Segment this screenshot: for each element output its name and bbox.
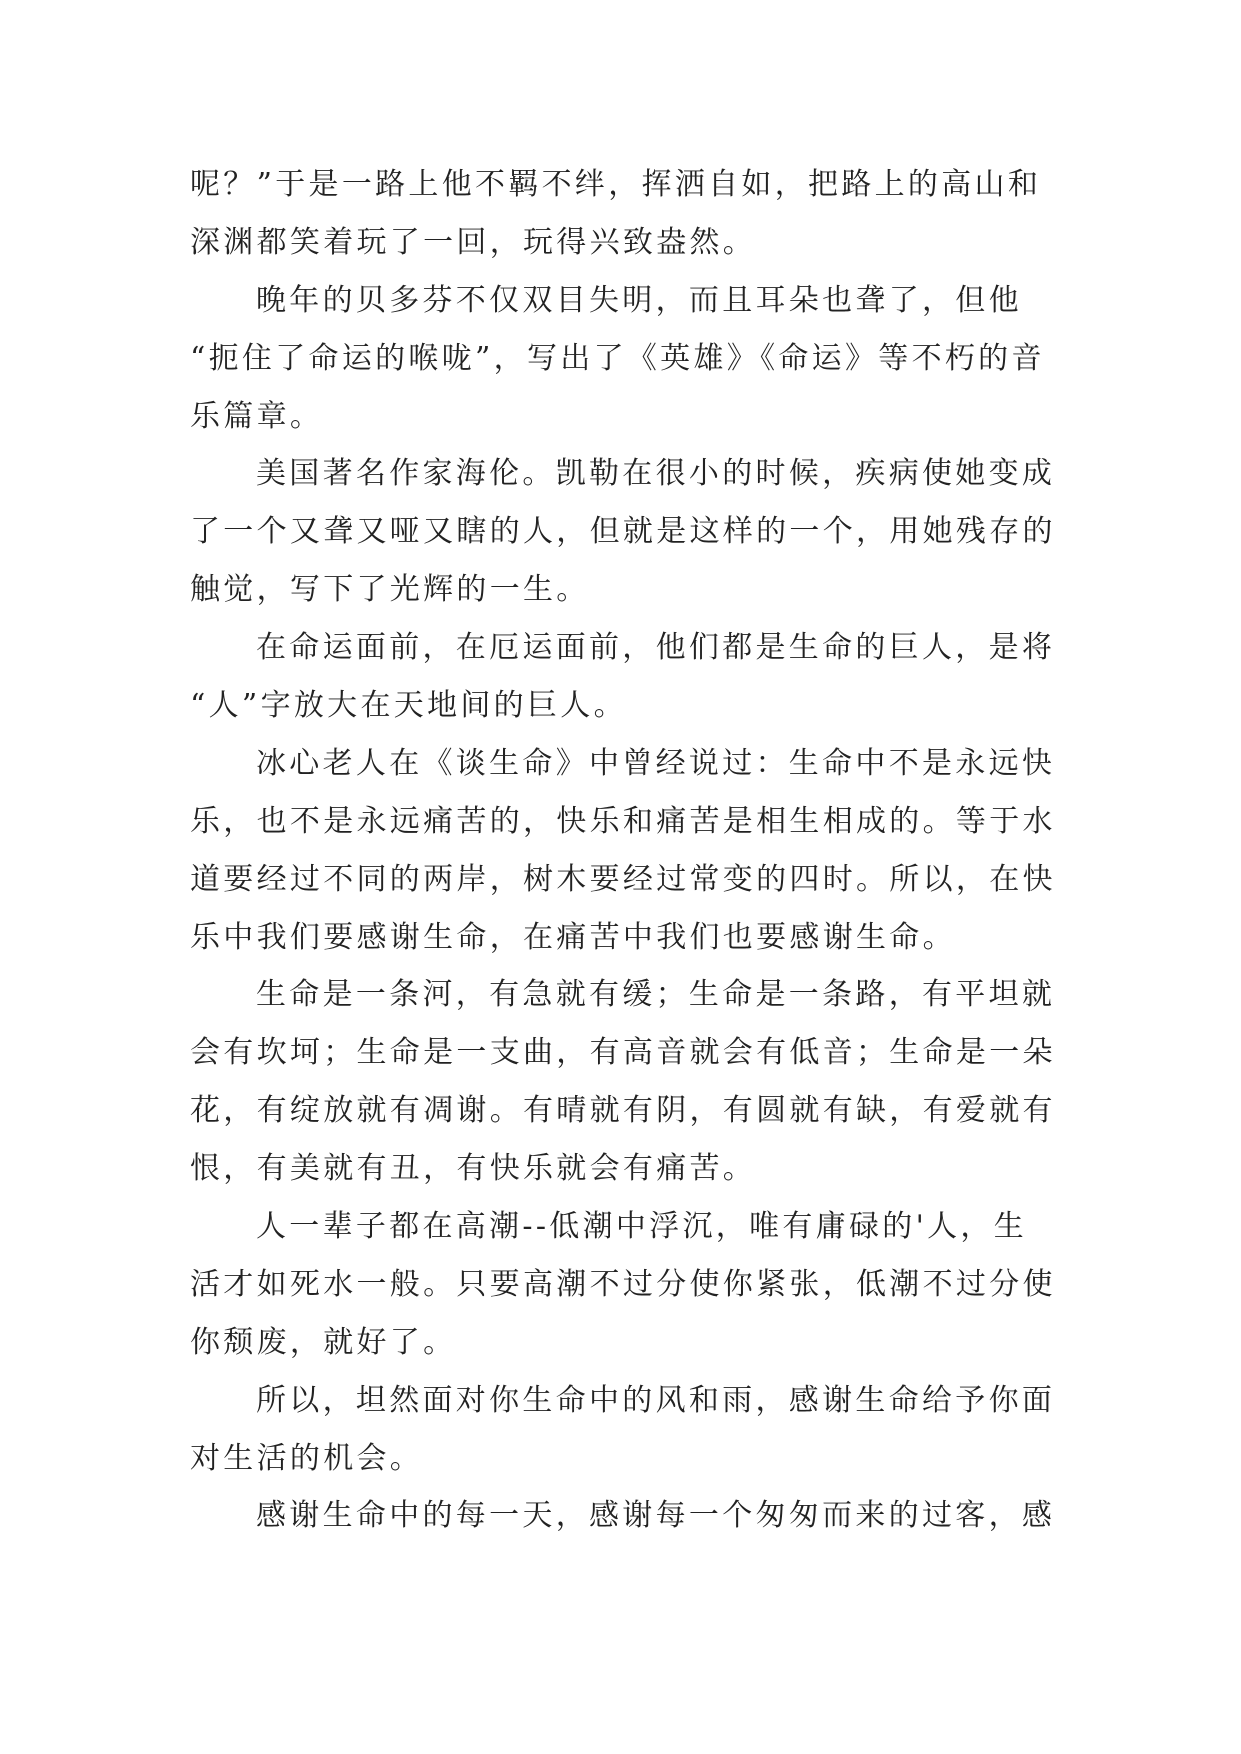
text-line: 你颓废，就好了。	[190, 1324, 457, 1360]
text-line	[190, 966, 1054, 1024]
text-line-content: 在命运面前，在厄运面前，他们都是生命的巨人，是将	[256, 630, 1056, 666]
text-line-content: 生命是一条河，有急就有缓；生命是一条路，有平坦就	[256, 977, 1056, 1013]
text-line: 呢？”于是一路上他不羁不绊，挥洒自如，把路上的高山和	[190, 167, 1042, 202]
paragraph	[190, 156, 1054, 272]
text-line: 活才如死水一般。只要高潮不过分使你紧张，低潮不过分使	[190, 1266, 1056, 1302]
text-line: 乐篇章。	[190, 398, 324, 434]
paragraph	[190, 966, 1054, 1198]
text-line	[190, 272, 1054, 330]
text-line	[190, 619, 1054, 677]
text-line: 触觉，写下了光辉的一生。	[190, 572, 590, 608]
text-line: “扼住了命运的喉咙”，写出了《英雄》《命运》等不朽的音	[190, 340, 1045, 376]
text-line-content: 所以，坦然面对你生命中的风和雨，感谢生命给予你面	[256, 1382, 1056, 1418]
text-line	[190, 445, 1054, 503]
text-line	[190, 1198, 1054, 1256]
text-line: 乐中我们要感谢生命，在痛苦中我们也要感谢生命。	[190, 919, 956, 955]
text-line: 恨，有美就有丑，有快乐就会有痛苦。	[190, 1151, 757, 1187]
text-line-content: 人一辈子都在高潮--低潮中浮沉，唯有庸碌的'人，生	[256, 1209, 1028, 1245]
text-line: 乐，也不是永远痛苦的，快乐和痛苦是相生相成的。等于水	[190, 803, 1056, 839]
paragraph	[190, 272, 1054, 446]
paragraph	[190, 619, 1054, 735]
paragraph	[190, 1198, 1054, 1372]
text-line	[190, 735, 1054, 793]
text-line: 会有坎坷；生命是一支曲，有高音就会有低音；生命是一朵	[190, 1035, 1056, 1071]
text-line	[190, 1487, 1054, 1545]
text-line: 花，有绽放就有凋谢。有晴就有阴，有圆就有缺，有爱就有	[190, 1093, 1056, 1129]
text-line	[190, 1372, 1054, 1430]
text-line-content: 冰心老人在《谈生命》中曾经说过：生命中不是永远快	[256, 745, 1056, 781]
text-line-content: 美国著名作家海伦。凯勒在很小的时候，疾病使她变成	[256, 456, 1056, 492]
text-line: 了一个又聋又哑又瞎的人，但就是这样的一个，用她残存的	[190, 514, 1056, 550]
text-line: 道要经过不同的两岸，树木要经过常变的四时。所以，在快	[190, 861, 1056, 897]
text-line-content: 晚年的贝多芬不仅双目失明，而且耳朵也聋了，但他	[256, 282, 1022, 318]
paragraph	[190, 735, 1054, 967]
paragraph	[190, 1372, 1054, 1488]
document-body	[190, 156, 1054, 1545]
paragraph	[190, 1487, 1054, 1545]
paragraph	[190, 445, 1054, 619]
text-line: 对生活的机会。	[190, 1440, 424, 1476]
text-line-content: 感谢生命中的每一天，感谢每一个匆匆而来的过客，感	[256, 1498, 1056, 1534]
text-line: 深渊都笑着玩了一回，玩得兴致盎然。	[190, 224, 757, 260]
text-line: “人”字放大在天地间的巨人。	[190, 688, 627, 724]
